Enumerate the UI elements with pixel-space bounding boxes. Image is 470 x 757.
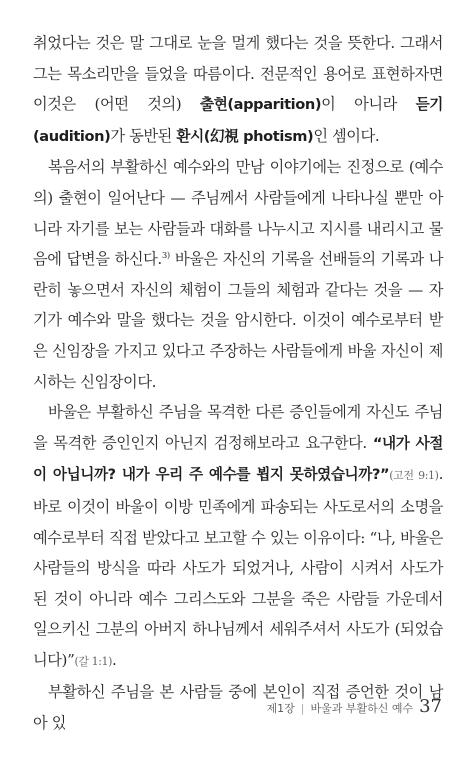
footer-chapter: 제1장	[266, 702, 295, 715]
text-run: 이 아니라	[321, 95, 416, 114]
text-run: 취었다는 것은 말 그대로 눈을 멀게 했다는 것을 뜻한다. 그래서 그는 목소리만을 들었을 따름이다. 전문적인 용어로 표현하자면 이것은 (어떤 것의)	[33, 34, 443, 114]
text-run: 복음서의 부활하신 예수와의 만남 이야기에는 진정으로 (예수의) 출현이 일어난다 — 주님께서 사람들에게 나타나실 뿐만 아니라 자기를 보는 사람들과 대화를 나누시고 지시를 내리시고 물음에 답변을 하신다.	[33, 158, 443, 269]
text-run: 부활하신 주님을 본 사람들 중에 본인이 직접 증언한 것이 남아 있	[33, 683, 443, 733]
footer-chapter-title: 바울과 부활하신 예수	[310, 702, 414, 715]
text-run: 바울은 자신의 기록을 선배들의 기록과 나란히 놓으면서 자신의 체험이 그들의 체험과 같다는 것을 — 자기가 예수와 말을 했다는 것을 암시한다. 이것이 예수로부터 받은 신임장을 가지고 있다고 주장하는 사람들에게 바울 자신이 제시하는 신임장이다.	[33, 250, 443, 391]
text-run: 인 셈이다.	[313, 126, 380, 145]
body-text	[33, 28, 443, 739]
term-audition: 듣기(audition)	[33, 96, 443, 145]
footer-separator: |	[300, 702, 305, 715]
footnote-marker[interactable]: 3)	[161, 251, 170, 262]
running-footer	[266, 696, 442, 717]
paragraph-3	[33, 397, 443, 677]
term-apparition: 출현(apparition)	[200, 96, 322, 114]
text-run: 바울은 부활하신 주님을 목격한 다른 증인들에게 자신도 주님을 목격한 증인인지 아닌지 검정해보라고 요구한다.	[33, 403, 443, 452]
paragraph-1	[33, 28, 443, 152]
scripture-reference: (고전 9:1)	[389, 469, 439, 483]
paragraph-2	[33, 152, 443, 397]
quoted-verse: “내가 사절이 아닙니까? 내가 우리 주 예수를 뵙지 못하였습니까?”	[33, 434, 443, 484]
term-photism: 환시(幻視 photism)	[176, 127, 314, 145]
page-number: 37	[419, 696, 442, 717]
scripture-reference: (갈 1:1)	[74, 654, 113, 668]
text-run: . 바로 이것이 바울이 이방 민족에게 파송되는 사도로서의 소명을 예수로부터 직접 받았다고 보고할 수 있는 이유이다: “나, 바울은 사람들의 방식을 따라 사도가 되었거나, 사람이 시켜서 사도가 된 것이 아니라 예수 그리스도와 그분을 죽은 사람들 가운데서 일으키신 그분의 아버지 하나님께서 세워주셔서 사도가 (되었습니다)”	[33, 465, 443, 669]
text-run: 가 동반된	[110, 126, 177, 145]
text-run: .	[112, 650, 117, 669]
